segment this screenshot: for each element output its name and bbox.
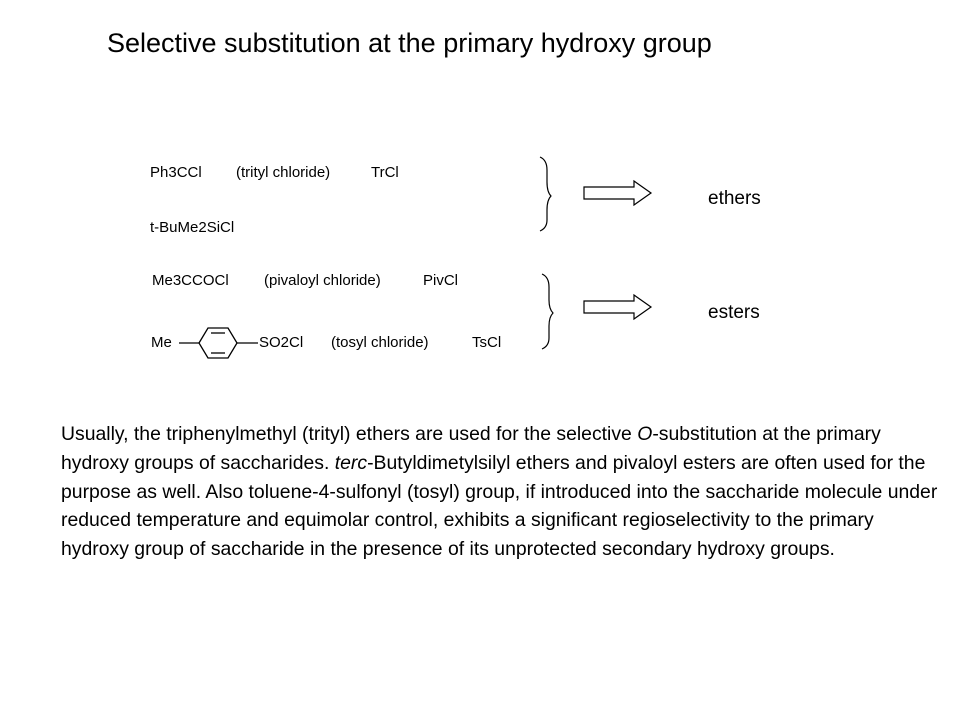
tosyl-chloride-abbr: TsCl (472, 334, 502, 351)
pivaloyl-chloride-formula: Me3CCOCl (152, 272, 229, 289)
esters-product-label: esters (708, 302, 760, 323)
esters-brace-icon (542, 274, 553, 349)
page-title: Selective substitution at the primary hydroxy group (107, 28, 712, 58)
benzene-ring-icon (179, 328, 258, 358)
tosyl-chloride-formula: SO2Cl (259, 334, 304, 351)
body-text-italic: terc (334, 451, 368, 474)
tosyl-methyl-label: Me (151, 334, 172, 351)
pivaloyl-chloride-abbr: PivCl (423, 272, 459, 289)
ethers-product-label: ethers (708, 188, 761, 209)
pivaloyl-chloride-name: (pivaloyl chloride) (264, 272, 381, 289)
ethers-brace-icon (540, 157, 551, 231)
body-text-segment: -substitution at the primary hydroxy groups of saccharides. (61, 423, 881, 474)
body-text-segment: Usually, the triphenylmethyl (trityl) ethers are used for the selective (61, 423, 638, 445)
trityl-chloride-formula: Ph3CCl (150, 164, 202, 181)
ethers-arrow-icon (584, 181, 651, 205)
tbdms-chloride-formula: t-BuMe2SiCl (150, 219, 235, 236)
trityl-chloride-name: (trityl chloride) (236, 164, 331, 181)
body-text-segment: -Butyldimetylsilyl ethers and pivaloyl esters are often used for the purpose as well. Also toluene-4-sulfonyl (tosyl) group, if introduced into the saccharide molecule under reduced temperature and equimolar control, exhibits a significant regioselectivity to the primary hydroxy group of saccharide in the presence of its unprotected secondary hydroxy groups. (61, 451, 938, 561)
body-text-italic: O (637, 423, 653, 445)
body-paragraph (61, 420, 941, 564)
trityl-chloride-abbr: TrCl (371, 164, 399, 181)
tosyl-chloride-name: (tosyl chloride) (331, 334, 429, 351)
esters-arrow-icon (584, 295, 651, 319)
